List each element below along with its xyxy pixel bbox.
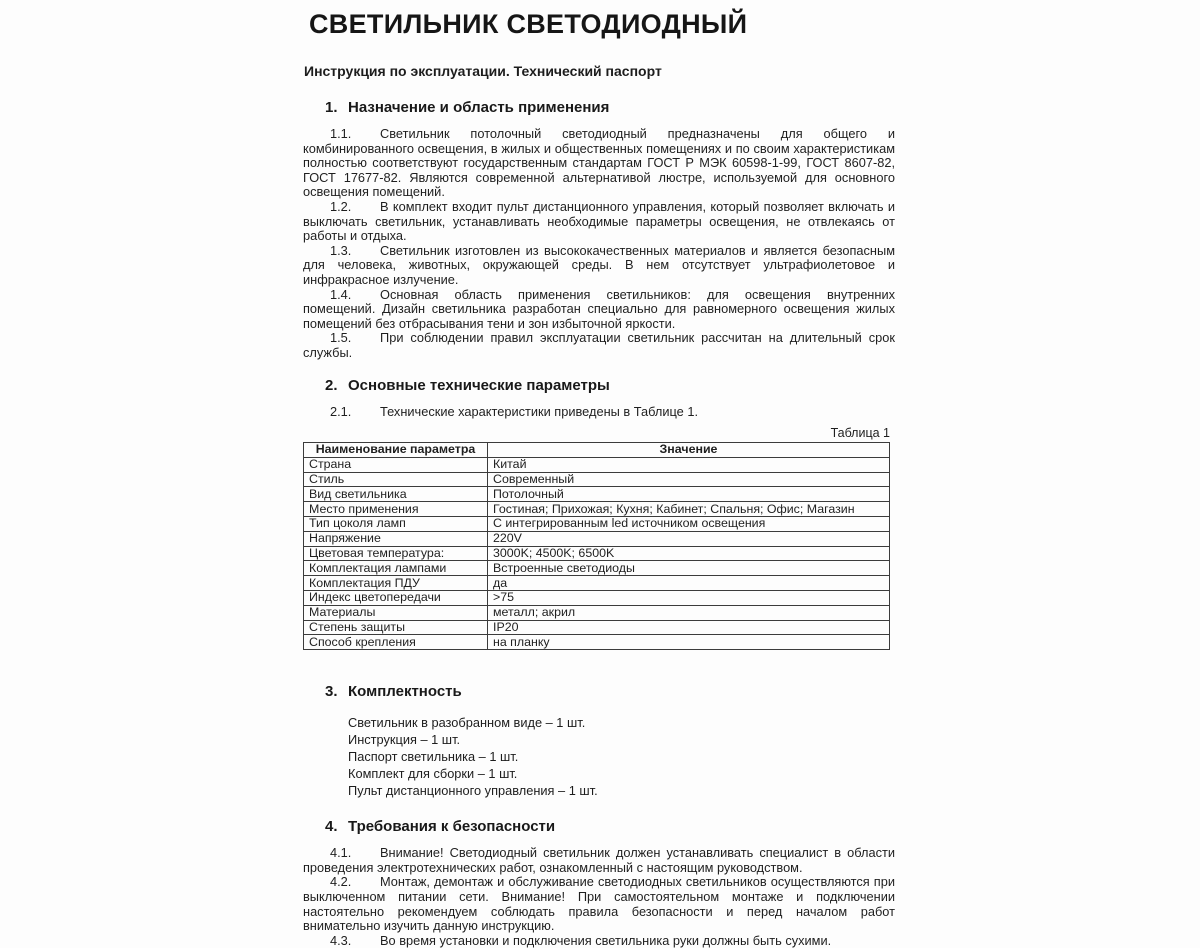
param-name: Тип цоколя ламп — [304, 517, 488, 532]
param-name: Цветовая температура: — [304, 546, 488, 561]
param-name: Место применения — [304, 502, 488, 517]
document-page — [303, 0, 895, 948]
doc-subtitle: Инструкция по эксплуатации. Технический паспорт — [304, 63, 662, 79]
paragraph-text: При соблюдении правил эксплуатации светильник рассчитан на длительный срок службы. — [303, 330, 895, 360]
param-value: Встроенные светодиоды — [488, 561, 890, 576]
section-2-heading — [325, 377, 895, 394]
param-name: Комплектация ПДУ — [304, 576, 488, 591]
table-row — [304, 472, 890, 487]
paragraph-1-1 — [303, 127, 895, 200]
paragraph-text: Светильник потолочный светодиодный предназначены для общего и комбинированного освещения, в жилых и общественных помещениях и по своим характеристикам полностью соответствуют государственным стандартам ГОСТ Р МЭК 60598-1-99, ГОСТ 8607-82, ГОСТ 17677-82. Являются современной альтернативой люстре, используемой для основного освещения помещений. — [303, 126, 895, 200]
param-value: да — [488, 576, 890, 591]
param-name: Индекс цветопередачи — [304, 591, 488, 606]
section-3-heading — [325, 683, 895, 700]
paragraph-1-3 — [303, 244, 895, 288]
param-value: 220V — [488, 531, 890, 546]
paragraph-text: Основная область применения светильников: для освещения внутренних помещений. Дизайн светильника разработан специально для равномерного освещения жилых помещений без отбрасывания тени и зон избыточной яркости. — [303, 286, 895, 331]
param-value: IP20 — [488, 620, 890, 635]
section-3-number: 3. — [325, 683, 338, 701]
paragraph-text: В комплект входит пульт дистанционного управления, который позволяет включать и выключать светильник, устанавливать необходимые параметры освещения, не отвлекаясь от работы и отдыха. — [303, 198, 895, 244]
doc-title: СВЕТИЛЬНИК СВЕТОДИОДНЫЙ — [309, 9, 748, 39]
table-header-value: Значение — [488, 443, 890, 458]
paragraph-number: 1.3. — [330, 242, 352, 258]
param-name: Материалы — [304, 605, 488, 620]
paragraph-number: 4.3. — [330, 932, 352, 948]
param-name: Напряжение — [304, 531, 488, 546]
paragraph-1-2 — [303, 200, 895, 244]
paragraph-1-4 — [303, 288, 895, 332]
parameters-table — [303, 442, 890, 650]
paragraph-text: Во время установки и подключения светильника руки должны быть сухими. — [380, 932, 832, 948]
table-row — [304, 546, 890, 561]
paragraph-2-1 — [303, 405, 895, 420]
param-value: на планку — [488, 635, 890, 650]
list-item: Инструкция – 1 шт. — [348, 732, 461, 748]
section-3-title: Комплектность — [348, 683, 462, 701]
param-value: Гостиная; Прихожая; Кухня; Кабинет; Спальня; Офис; Магазин — [488, 502, 890, 517]
param-name: Комплектация лампами — [304, 561, 488, 576]
list-item: Пульт дистанционного управления – 1 шт. — [348, 783, 598, 799]
section-1-number: 1. — [325, 99, 338, 116]
param-value: Китай — [488, 457, 890, 472]
table-row — [304, 635, 890, 650]
paragraph-number: 4.1. — [330, 845, 352, 861]
section-2-number: 2. — [325, 376, 338, 394]
param-value: >75 — [488, 591, 890, 606]
table-row — [304, 487, 890, 502]
param-value: Потолочный — [488, 487, 890, 502]
paragraph-text: Технические характеристики приведены в Таблице 1. — [380, 403, 699, 419]
param-name: Степень защиты — [304, 620, 488, 635]
paragraph-number: 1.2. — [330, 198, 352, 214]
param-value: С интегрированным led источником освещения — [488, 517, 890, 532]
section-1-heading — [325, 99, 895, 116]
list-item: Светильник в разобранном виде – 1 шт. — [348, 715, 586, 731]
param-name: Способ крепления — [304, 635, 488, 650]
param-name: Стиль — [304, 472, 488, 487]
paragraph-text: Светильник изготовлен из высококачественных материалов и является безопасным для человека, животных, окружающей среды. В нем отсутствует ультрафиолетовое и инфракрасное излучение. — [303, 242, 895, 287]
completeness-list — [348, 714, 895, 799]
table-row — [304, 502, 890, 517]
table-caption: Таблица 1 — [830, 426, 890, 441]
table-row — [304, 605, 890, 620]
section-4-number: 4. — [325, 818, 338, 836]
paragraph-number: 4.2. — [330, 874, 352, 890]
param-value: металл; акрил — [488, 605, 890, 620]
section-4-heading — [325, 818, 895, 835]
section-1-title: Назначение и область применения — [348, 99, 610, 116]
param-name: Вид светильника — [304, 487, 488, 502]
paragraph-4-3 — [303, 934, 895, 948]
table-row — [304, 591, 890, 606]
paragraph-text: Внимание! Светодиодный светильник должен устанавливать специалист в области проведения электротехнических работ, ознакомленный с настоящим руководством. — [303, 845, 895, 875]
table-header-parameter: Наименование параметра — [304, 443, 488, 458]
table-header-row — [304, 443, 890, 458]
paragraph-4-1 — [303, 846, 895, 875]
paragraph-number: 2.1. — [330, 403, 352, 419]
paragraph-number: 1.4. — [330, 286, 352, 302]
paragraph-1-5 — [303, 331, 895, 360]
paragraph-number: 1.5. — [330, 330, 352, 346]
paragraph-text: Монтаж, демонтаж и обслуживание светодиодных светильников осуществляются при выключенном питании сети. Внимание! При самостоятельном монтаже и подключении настоятельно рекомендуем соблюдать правила безопасности и перед началом работ внимательно изучить данную инструкцию. — [303, 874, 895, 934]
table-row — [304, 531, 890, 546]
table-row — [304, 457, 890, 472]
param-name: Страна — [304, 457, 488, 472]
param-value: Современный — [488, 472, 890, 487]
table-row — [304, 620, 890, 635]
table-row — [304, 576, 890, 591]
section-2-title: Основные технические параметры — [348, 376, 610, 394]
paragraph-4-2 — [303, 875, 895, 933]
list-item: Паспорт светильника – 1 шт. — [348, 749, 519, 765]
section-4-title: Требования к безопасности — [348, 818, 556, 836]
param-value: 3000K; 4500K; 6500K — [488, 546, 890, 561]
paragraph-number: 1.1. — [330, 126, 352, 141]
table-row — [304, 517, 890, 532]
list-item: Комплект для сборки – 1 шт. — [348, 766, 518, 782]
table-row — [304, 561, 890, 576]
